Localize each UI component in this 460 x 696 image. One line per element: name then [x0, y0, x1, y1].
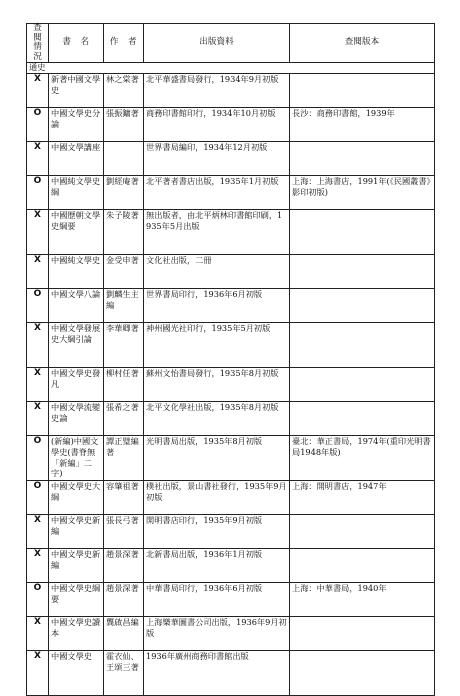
publication-info: 世界書局印行，1936年6月初版: [144, 289, 290, 323]
consulted-edition: [290, 651, 435, 696]
book-author: 柳村任著: [104, 368, 144, 402]
publication-info: 中華書局印行，1936年6月初版: [144, 583, 290, 617]
book-title: 中國文學史綱要: [49, 583, 104, 617]
column-header-title: 書 名: [49, 24, 104, 63]
publication-info: 北平華盛書局發行，1934年9月初版: [144, 74, 290, 108]
book-title: 中國純文學史綱: [49, 176, 104, 210]
publication-info: 無出版者，由北平炳林印書館印刷，1935年5月出版: [144, 210, 290, 255]
status-mark: O: [27, 108, 49, 142]
book-title: 中國純文學史: [49, 255, 104, 289]
column-header-consulted-edition: 查閱版本: [290, 24, 435, 63]
status-mark: O: [27, 176, 49, 210]
book-author: 趙景深著: [104, 583, 144, 617]
publication-info: 開明書店印行，1935年9月初版: [144, 515, 290, 549]
section-label: 通史: [27, 63, 435, 74]
status-mark: X: [27, 210, 49, 255]
book-author: 譚正璧編著: [104, 436, 144, 481]
consulted-edition: [290, 210, 435, 255]
table-row: [27, 108, 435, 142]
table-row: [27, 176, 435, 210]
book-title: 中國文學史: [49, 651, 104, 696]
book-title: 中國文學發展史大綱引論: [49, 323, 104, 368]
status-mark: X: [27, 142, 49, 176]
publication-info: 北平文化學社出版，1935年8月初版: [144, 402, 290, 436]
book-author: 李華卿著: [104, 323, 144, 368]
book-title: 中國文學史新編: [49, 515, 104, 549]
consulted-edition: 上海：開明書店，1947年: [290, 481, 435, 515]
publication-info: 北新書局出版，1936年1月初版: [144, 549, 290, 583]
publication-info: 世界書局編印，1934年12月初版: [144, 142, 290, 176]
book-title: 中國文學史大綱: [49, 481, 104, 515]
table-row: [27, 549, 435, 583]
book-author: 趙景深著: [104, 549, 144, 583]
consulted-edition: 上海：中華書局，1940年: [290, 583, 435, 617]
publication-info: 1936年廣州商務印書館出版: [144, 651, 290, 696]
table-row: [27, 255, 435, 289]
publication-info: 上海樂華圖書公司出版，1936年9月初版: [144, 617, 290, 651]
publication-info: 北平著者書店出版，1935年1月初版: [144, 176, 290, 210]
status-mark: X: [27, 255, 49, 289]
table-row: [27, 289, 435, 323]
consulted-edition: [290, 323, 435, 368]
book-author: [104, 142, 144, 176]
book-title: 中國文學史分論: [49, 108, 104, 142]
consulted-edition: [290, 255, 435, 289]
table-row: [27, 436, 435, 481]
consulted-edition: 長沙：商務印書館，1939年: [290, 108, 435, 142]
publication-info: 商務印書館印行，1934年10月初版: [144, 108, 290, 142]
book-title: 新著中國文學史: [49, 74, 104, 108]
book-author: 金受申著: [104, 255, 144, 289]
book-title: 中國文學史發凡: [49, 368, 104, 402]
status-mark: X: [27, 651, 49, 696]
bibliography-sheet: [26, 23, 435, 696]
consulted-edition: [290, 402, 435, 436]
book-author: 林之棠著: [104, 74, 144, 108]
table-row: [27, 651, 435, 696]
book-author: 劉麟生主編: [104, 289, 144, 323]
table-row: [27, 515, 435, 549]
book-title: 中國文學八論: [49, 289, 104, 323]
status-mark: X: [27, 368, 49, 402]
publication-info: 光明書局出版，1935年8月初版: [144, 436, 290, 481]
status-mark: X: [27, 323, 49, 368]
column-header-status: 查閱情況: [27, 24, 49, 63]
publication-info: 文化社出版，二冊: [144, 255, 290, 289]
book-author: 張長弓著: [104, 515, 144, 549]
book-author: 龔啟昌編: [104, 617, 144, 651]
bibliography-table: [26, 23, 435, 696]
table-row: [27, 368, 435, 402]
column-header-publication: 出版資料: [144, 24, 290, 63]
consulted-edition: 臺北：華正書局，1974年(重印光明書局1948年版): [290, 436, 435, 481]
status-mark: X: [27, 74, 49, 108]
book-title: 中國文學講座: [49, 142, 104, 176]
column-header-author: 作 者: [104, 24, 144, 63]
status-mark: O: [27, 481, 49, 515]
table-row: [27, 617, 435, 651]
status-mark: O: [27, 436, 49, 481]
consulted-edition: 上海：上海書店，1991年(《民國叢書》影印初版): [290, 176, 435, 210]
header-row: [27, 24, 435, 63]
book-title: 中國文學史新編: [49, 549, 104, 583]
consulted-edition: [290, 617, 435, 651]
publication-info: 神州國光社印行，1935年5月初版: [144, 323, 290, 368]
table-row: [27, 323, 435, 368]
table-row: [27, 210, 435, 255]
table-row: [27, 481, 435, 515]
consulted-edition: [290, 289, 435, 323]
book-author: 朱子陵著: [104, 210, 144, 255]
publication-info: 樸社出版，景山書社發行，1935年9月初版: [144, 481, 290, 515]
table-row: [27, 74, 435, 108]
status-mark: O: [27, 583, 49, 617]
book-author: 張希之著: [104, 402, 144, 436]
book-author: 容肇祖著: [104, 481, 144, 515]
consulted-edition: [290, 549, 435, 583]
consulted-edition: [290, 142, 435, 176]
table-row: [27, 142, 435, 176]
status-mark: X: [27, 617, 49, 651]
book-title: 中國歷朝文學史綱要: [49, 210, 104, 255]
consulted-edition: [290, 74, 435, 108]
consulted-edition: [290, 515, 435, 549]
book-author: 劉經庵著: [104, 176, 144, 210]
status-mark: X: [27, 402, 49, 436]
status-mark: X: [27, 515, 49, 549]
book-title: (新編)中國文學史(書脊無「新編」二字): [49, 436, 104, 481]
status-mark: X: [27, 549, 49, 583]
book-author: 張振鏞著: [104, 108, 144, 142]
book-title: 中國文學史讀本: [49, 617, 104, 651]
publication-info: 蘇州文怡書局發行，1935年8月初版: [144, 368, 290, 402]
section-row: [27, 63, 435, 74]
consulted-edition: [290, 368, 435, 402]
book-author: 霍衣仙、王頌三著: [104, 651, 144, 696]
table-row: [27, 402, 435, 436]
book-title: 中國文學流變史論: [49, 402, 104, 436]
status-mark: O: [27, 289, 49, 323]
